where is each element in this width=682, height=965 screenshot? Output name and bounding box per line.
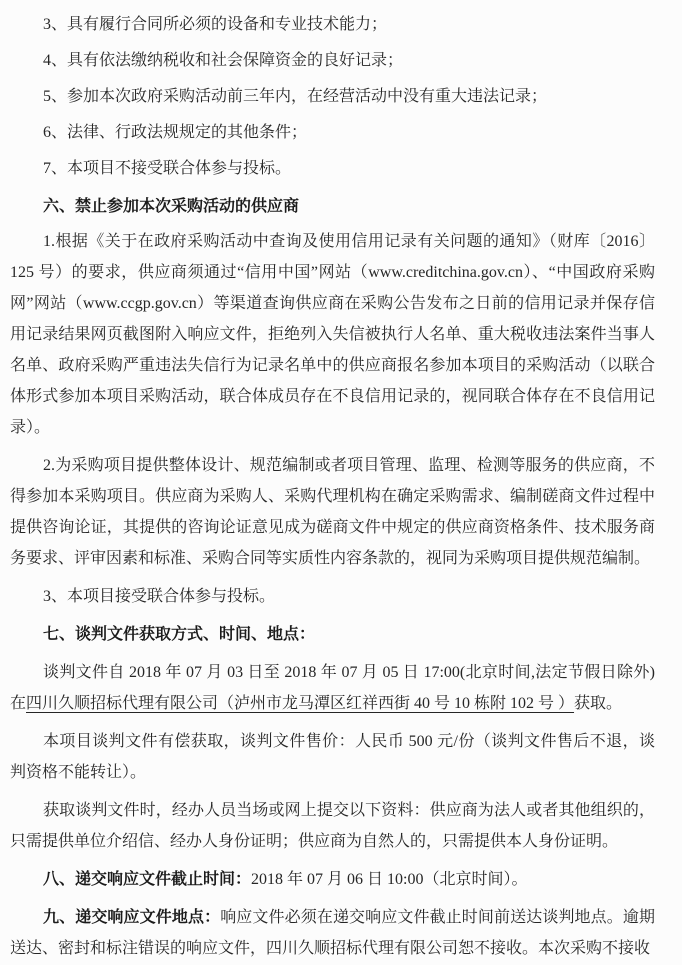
section-eight-text: 2018 年 07 月 06 日 10:00（北京时间）。 xyxy=(251,871,528,888)
section-nine-text: 响应文件必须在递交响应文件截止时间前送达谈判地点。逾期送达、密封和标注错误的响应文件，四川久顺招标代理有限公司恕不接收。本次采购不接收 xyxy=(10,909,655,957)
obtain-suffix-text: 获取。 xyxy=(574,695,623,712)
obtain-time-text: 谈判文件自 2018 年 07 月 03 日至 2018 年 07 月 05 日 17:00(北京时间,法定节假日除外)在 xyxy=(10,664,655,712)
section-six-heading: 六、禁止参加本次采购活动的供应商 xyxy=(43,198,300,215)
section-nine-paragraph xyxy=(10,902,655,964)
qualification-item-3: 3、具有履行合同所必须的设备和专业技术能力； xyxy=(43,16,388,33)
section-nine-label: 九、递交响应文件地点： xyxy=(43,909,221,926)
section-eight-label: 八、递交响应文件截止时间： xyxy=(43,871,252,888)
section-eight-paragraph xyxy=(10,864,655,895)
qualification-item-5: 5、参加本次政府采购活动前三年内，在经营活动中没有重大违法记录； xyxy=(43,88,548,105)
section-six-paragraph-2: 2.为采购项目提供整体设计、规范编制或者项目管理、监理、检测等服务的供应商，不得参加本采购项目。供应商为采购人、采购代理机构在确定采购需求、编制磋商文件过程中提供咨询论证，其提供的咨询论证意见成为磋商文件中规定的供应商资格条件、技术服务商务要求、评审因素和标准、采购合同等实质性内容条款的，视同为采购项目提供规范编制。 xyxy=(10,457,655,567)
qualification-item-4: 4、具有依法缴纳税收和社会保障资金的良好记录； xyxy=(43,52,404,69)
section-six-paragraph-1: 1.根据《关于在政府采购活动中查询及使用信用记录有关问题的通知》（财库〔2016〕125 号）的要求，供应商须通过“信用中国”网站（www.creditchina.gov.cn）、“中国政府采购网”网站（www.ccgp.gov.cn）等渠道查询供应商在采购公告发布之日前的信用记录并保存信用记录结果网页截图附入响应文件，拒绝列入失信被执行人名单、重大税收违法案件当事人名单、政府采购严重违法失信行为记录名单中的供应商报名参加本项目的采购活动（以联合体形式参加本项目采购活动，联合体成员存在不良信用记录的，视同联合体存在不良信用记录）。 xyxy=(10,233,655,436)
document-obtain-paragraph xyxy=(10,657,655,719)
section-seven-heading: 七、谈判文件获取方式、时间、地点： xyxy=(43,626,316,643)
agency-address-underlined: 四川久顺招标代理有限公司（泸州市龙马潭区红祥西街 40 号 10 栋附 102 号 ） xyxy=(26,695,575,712)
section-six-paragraph-3: 3、本项目接受联合体参与投标。 xyxy=(43,588,276,605)
document-materials-paragraph: 获取谈判文件时，经办人员当场或网上提交以下资料：供应商为法人或者其他组织的，只需提供单位介绍信、经办人身份证明；供应商为自然人的，只需提供本人身份证明。 xyxy=(10,802,655,850)
qualification-item-6: 6、法律、行政法规规定的其他条件； xyxy=(43,124,308,141)
document-price-paragraph: 本项目谈判文件有偿获取，谈判文件售价：人民币 500 元/份（谈判文件售后不退，谈判资格不能转让）。 xyxy=(10,733,655,781)
qualification-item-7: 7、本项目不接受联合体参与投标。 xyxy=(43,160,292,177)
